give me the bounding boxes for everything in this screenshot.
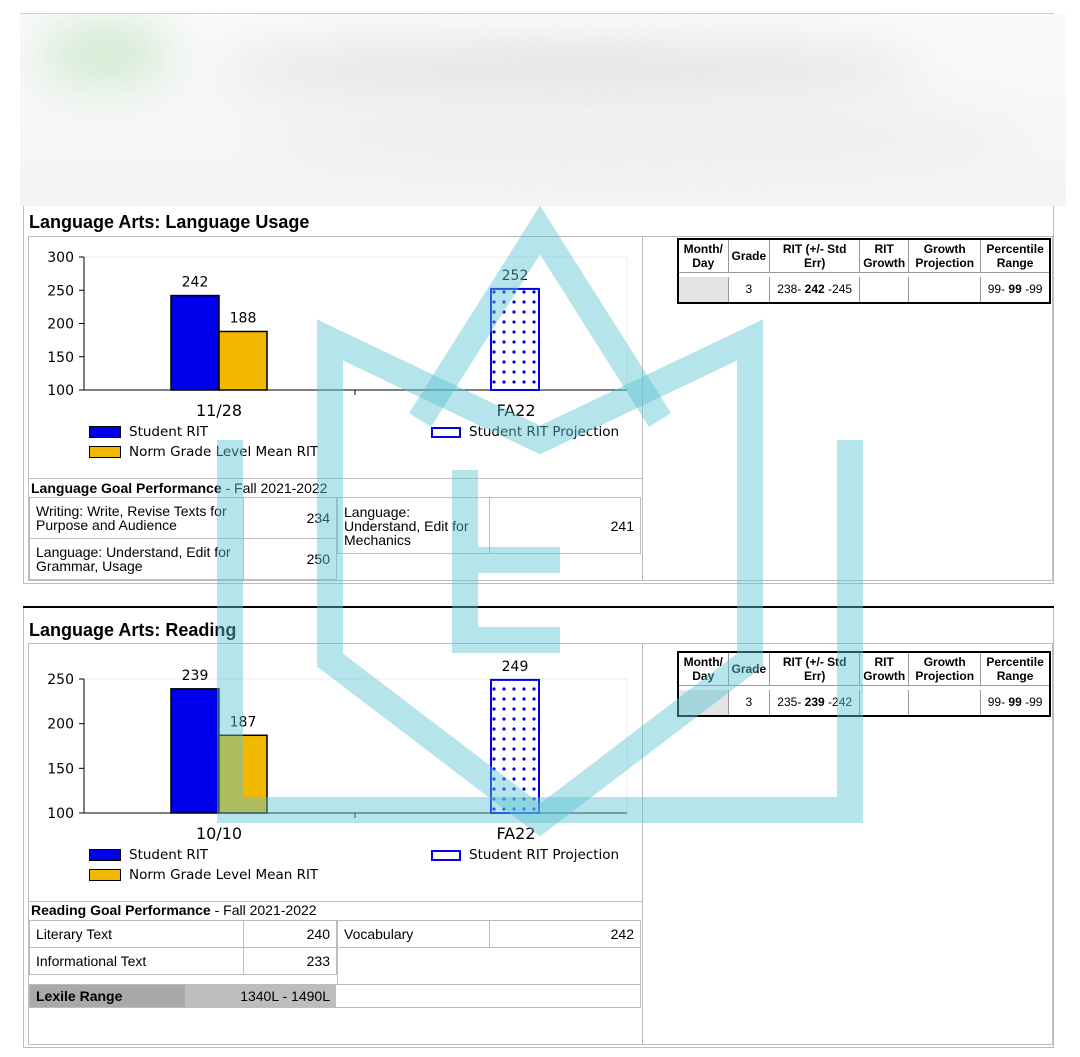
y-tick-label: 250 (47, 672, 74, 688)
goal-table-reading-left (29, 920, 337, 975)
x-tick-label: 10/10 (195, 824, 243, 843)
goal-score: 241 (490, 498, 641, 554)
rit-table-reading: Month/ Day Grade RIT (+/- Std Err) RIT Growth Growth Projection Percentile Range 3 235- 239 -242 99- 99 -99 (677, 651, 1051, 717)
lexile-range-row (29, 984, 641, 1008)
goal-score: 250 (244, 539, 337, 580)
legend-norm-rit: Norm Grade Level Mean RIT (89, 867, 318, 883)
plot-area (84, 257, 627, 390)
goal-name: Language: Understand, Edit for Mechanics (338, 498, 490, 554)
bar-rit-projection (491, 289, 539, 390)
data-label: 252 (501, 267, 529, 284)
bar-norm-rit (219, 331, 267, 390)
goal-name: Writing: Write, Revise Texts for Purpose and Audience (30, 498, 244, 539)
rit-chart-reading (29, 644, 641, 846)
legend-norm-rit: Norm Grade Level Mean RIT (89, 444, 318, 460)
goal-table-language-left (29, 497, 337, 580)
date-cell-redacted (678, 690, 728, 716)
data-label: 188 (229, 310, 257, 327)
goal-name: Informational Text (30, 948, 244, 975)
blurred-report-header (20, 14, 1066, 206)
y-tick-label: 100 (47, 383, 74, 399)
rit-table-language-usage: Month/ Day Grade RIT (+/- Std Err) RIT Growth Growth Projection Percentile Range 3 238- 242 -245 99- 99 -99 (677, 238, 1051, 304)
bar-student-rit (171, 296, 219, 390)
goal-heading-reading: Reading Goal Performance - Fall 2021-2022 (31, 902, 317, 918)
data-label: 249 (501, 658, 529, 675)
x-tick-label: FA22 (496, 824, 536, 843)
legend-student-rit: Student RIT (89, 424, 208, 440)
bar-norm-rit (219, 735, 267, 813)
data-label: 239 (181, 667, 209, 684)
plot-area (84, 679, 627, 813)
y-tick-label: 200 (47, 716, 74, 733)
date-cell-redacted (678, 277, 728, 303)
goal-name: Literary Text (30, 921, 244, 948)
y-tick-label: 150 (47, 349, 74, 366)
y-tick-label: 150 (47, 761, 74, 778)
y-tick-label: 300 (47, 250, 74, 266)
goal-score: 240 (244, 921, 337, 948)
lexile-label: Lexile Range (30, 985, 185, 1007)
goal-table-language-right (337, 497, 641, 554)
lexile-value: 1340L - 1490L (185, 985, 336, 1007)
data-label: 242 (181, 274, 209, 291)
table-row: 3 238- 242 -245 99- 99 -99 (678, 277, 1050, 303)
goal-score: 234 (244, 498, 337, 539)
section-title-language-usage: Language Arts: Language Usage (29, 212, 310, 232)
legend-rit-projection: Student RIT Projection (431, 424, 619, 440)
x-tick-label: 11/28 (195, 401, 243, 420)
goal-heading-language: Language Goal Performance - Fall 2021-2022 (31, 480, 328, 496)
legend-swatch-norm (89, 446, 121, 458)
bar-student-rit (171, 689, 219, 813)
bar-rit-projection (491, 680, 539, 813)
legend-student-rit: Student RIT (89, 847, 208, 863)
section-title-reading: Language Arts: Reading (29, 620, 237, 640)
table-row: 3 235- 239 -242 99- 99 -99 (678, 690, 1050, 716)
y-tick-label: 200 (47, 316, 74, 333)
goal-name: Language: Understand, Edit for Grammar, Usage (30, 539, 244, 580)
goal-name: Vocabulary (338, 921, 490, 948)
goal-table-reading-right (337, 920, 641, 948)
legend-swatch-projection (431, 427, 461, 438)
x-tick-label: FA22 (496, 401, 536, 420)
legend-rit-projection: Student RIT Projection (431, 847, 619, 863)
y-tick-label: 250 (47, 283, 74, 300)
data-label: 187 (229, 714, 257, 731)
rit-chart-language-usage (29, 237, 641, 423)
y-tick-label: 100 (47, 806, 74, 822)
legend-swatch-student (89, 426, 121, 438)
goal-score: 242 (490, 921, 641, 948)
goal-score: 233 (244, 948, 337, 975)
